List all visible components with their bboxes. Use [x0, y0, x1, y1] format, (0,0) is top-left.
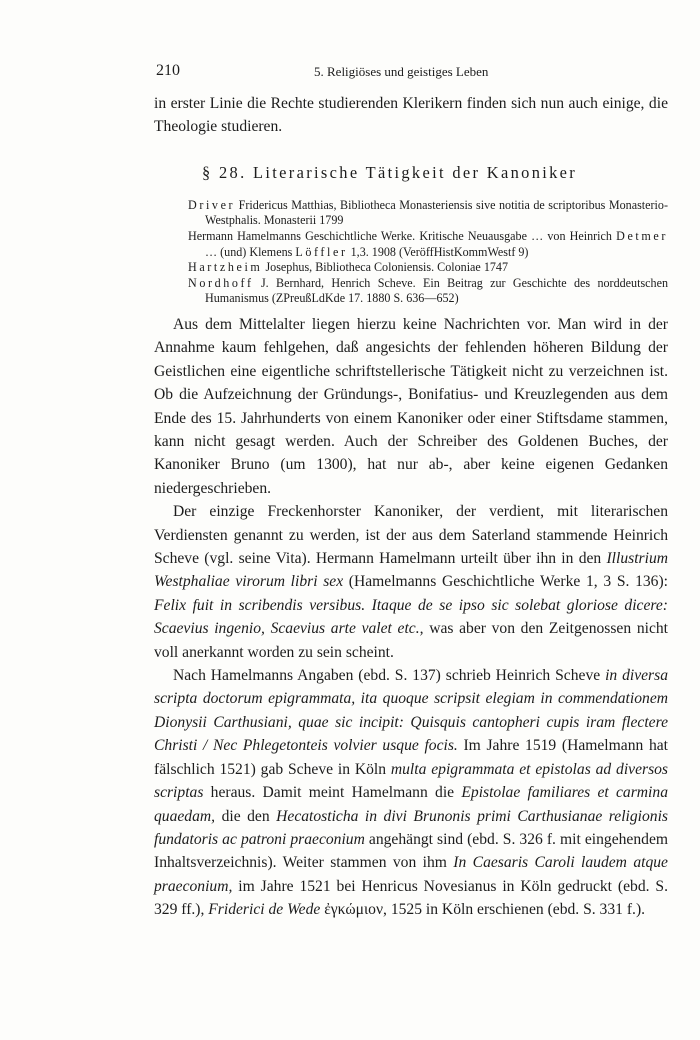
intro-paragraph: in erster Linie die Rechte studierenden Klerikern finden sich nun auch einige, die Theologie studieren. — [154, 95, 668, 136]
entry-text: Hermann Hamelmanns Geschichtliche Werke. Kritische Neuausgabe … von Heinrich — [188, 229, 617, 243]
text-run: Der einzige Freckenhorster Kanoniker, der verdient, mit literarischen Verdiensten genannt zu werden, ist der aus dem Saterland stammende Heinrich Scheve (vgl. seine Vita). Hermann Hamelmann urteilt über ihn in den — [154, 503, 668, 568]
entry-text: 1,3. 1908 (VeröffHistKommWestf 9) — [347, 244, 529, 259]
bibliography-entry — [188, 276, 668, 307]
text-run: die den — [215, 807, 277, 825]
page-number: 210 — [156, 62, 180, 79]
page-header — [154, 62, 566, 84]
entry-text: Fridericus Matthias, Bibliotheca Monasteriensis sive notitia de scriptoribus Monasterio-Westphalis. Monasterii 1799 — [205, 197, 668, 228]
author-name: Driver — [188, 197, 236, 212]
author-name: Löffler — [295, 244, 348, 259]
text-run: was aber von den Zeitgenossen nicht voll anerkannt worden zu sein scheint. — [154, 620, 668, 661]
latin-title: In Caesaris Caroli laudem atque praeconium, — [154, 854, 668, 895]
text-run: im Jahre 1521 bei Henricus Novesianus in Köln gedruckt (ebd. S. 329 ff.), — [154, 877, 668, 919]
text-run: Im Jahre 1519 (Hamelmann hat fälschlich 1521) gab Scheve in Köln — [154, 737, 669, 778]
body-paragraph — [154, 500, 668, 664]
latin-title: Friderici de Wede — [208, 901, 321, 919]
section-heading: § 28. Literarische Tätigkeit der Kanoniker — [202, 162, 578, 182]
latin-title: Epistolae familiares et carmina quaedam, — [154, 784, 668, 825]
bibliography — [188, 198, 668, 307]
latin-title: Illustrium Westphaliae virorum libri sex — [154, 550, 668, 591]
latin-quote: Felix fuit in scribendis versibus. Itaque de se ipso sic solebat gloriose dicere: Scaevius ingenio, Scaevius arte valet etc., — [154, 596, 668, 638]
text-run: Nach Hamelmanns Angaben (ebd. S. 137) schrieb Heinrich Scheve — [173, 667, 606, 685]
latin-title: Hecatosticha in divi Brunonis primi Carthusianae religionis fundatoris ac patroni praeconium — [154, 807, 668, 848]
running-title: 5. Religiöses und geistiges Leben — [314, 64, 489, 79]
author-name: Detmer — [616, 229, 668, 243]
entry-text: J. Bernhard, Henrich Scheve. Ein Beitrag zur Geschichte des norddeutschen Humanismus (ZPreußLdKde 17. 1880 S. 636—652) — [205, 275, 668, 306]
text-run: (Hamelmanns Geschichtliche Werke 1, 3 S. 136): — [343, 573, 668, 591]
text-run: ἐγκώμιον, 1525 in Köln erschienen (ebd. S. 331 f.). — [320, 901, 646, 919]
text-run: heraus. Damit meint Hamelmann die — [203, 784, 462, 802]
author-name: Hartzheim — [188, 260, 263, 275]
latin-quote: multa epigrammata et epistolas ad diversos scriptas — [154, 760, 668, 802]
body-paragraph: Aus dem Mittelalter liegen hierzu keine Nachrichten vor. Man wird in der Annahme kaum fehlgehen, daß angesichts der fehlenden höheren Bildung der Geistlichen eine eigentliche schriftstellerische Tätigkeit nicht zu verzeichnen ist. Ob die Aufzeichnung der Gründungs-, Bonifatius- und Kreuzlegenden aus dem Ende des 15. Jahrhunderts von einem Kanoniker oder einer Stiftsdame stammen, kann nicht gesagt werden. Auch der Schreiber des Goldenen Buches, der Kanoniker Bruno (um 1300), hat nur ab-, aber keine eigenen Gedanken niedergeschrieben. — [154, 315, 668, 497]
text-run: angehängt sind (ebd. S. 326 f. mit eingehendem Inhaltsverzeichnis). Weiter stammen von ihm — [154, 830, 668, 872]
page-body — [154, 92, 668, 922]
bibliography-entry — [188, 229, 668, 260]
entry-text: … (und) Klemens — [205, 244, 296, 259]
entry-text: Josephus, Bibliotheca Coloniensis. Coloniae 1747 — [262, 260, 509, 275]
bibliography-entry — [188, 198, 668, 229]
author-name: Nordhoff — [188, 275, 254, 290]
body-paragraph — [154, 664, 668, 921]
bibliography-entry — [188, 260, 668, 276]
latin-quote: in diversa scripta doctorum epigrammata, ita quoque scripsit elegiam in commendationem Dionysii Carthusiani, quae sic incipit: Quisquis cantopheri cupis iram flectere Christi / Nec Phlegetonteis volvier usque focis. — [154, 667, 668, 755]
